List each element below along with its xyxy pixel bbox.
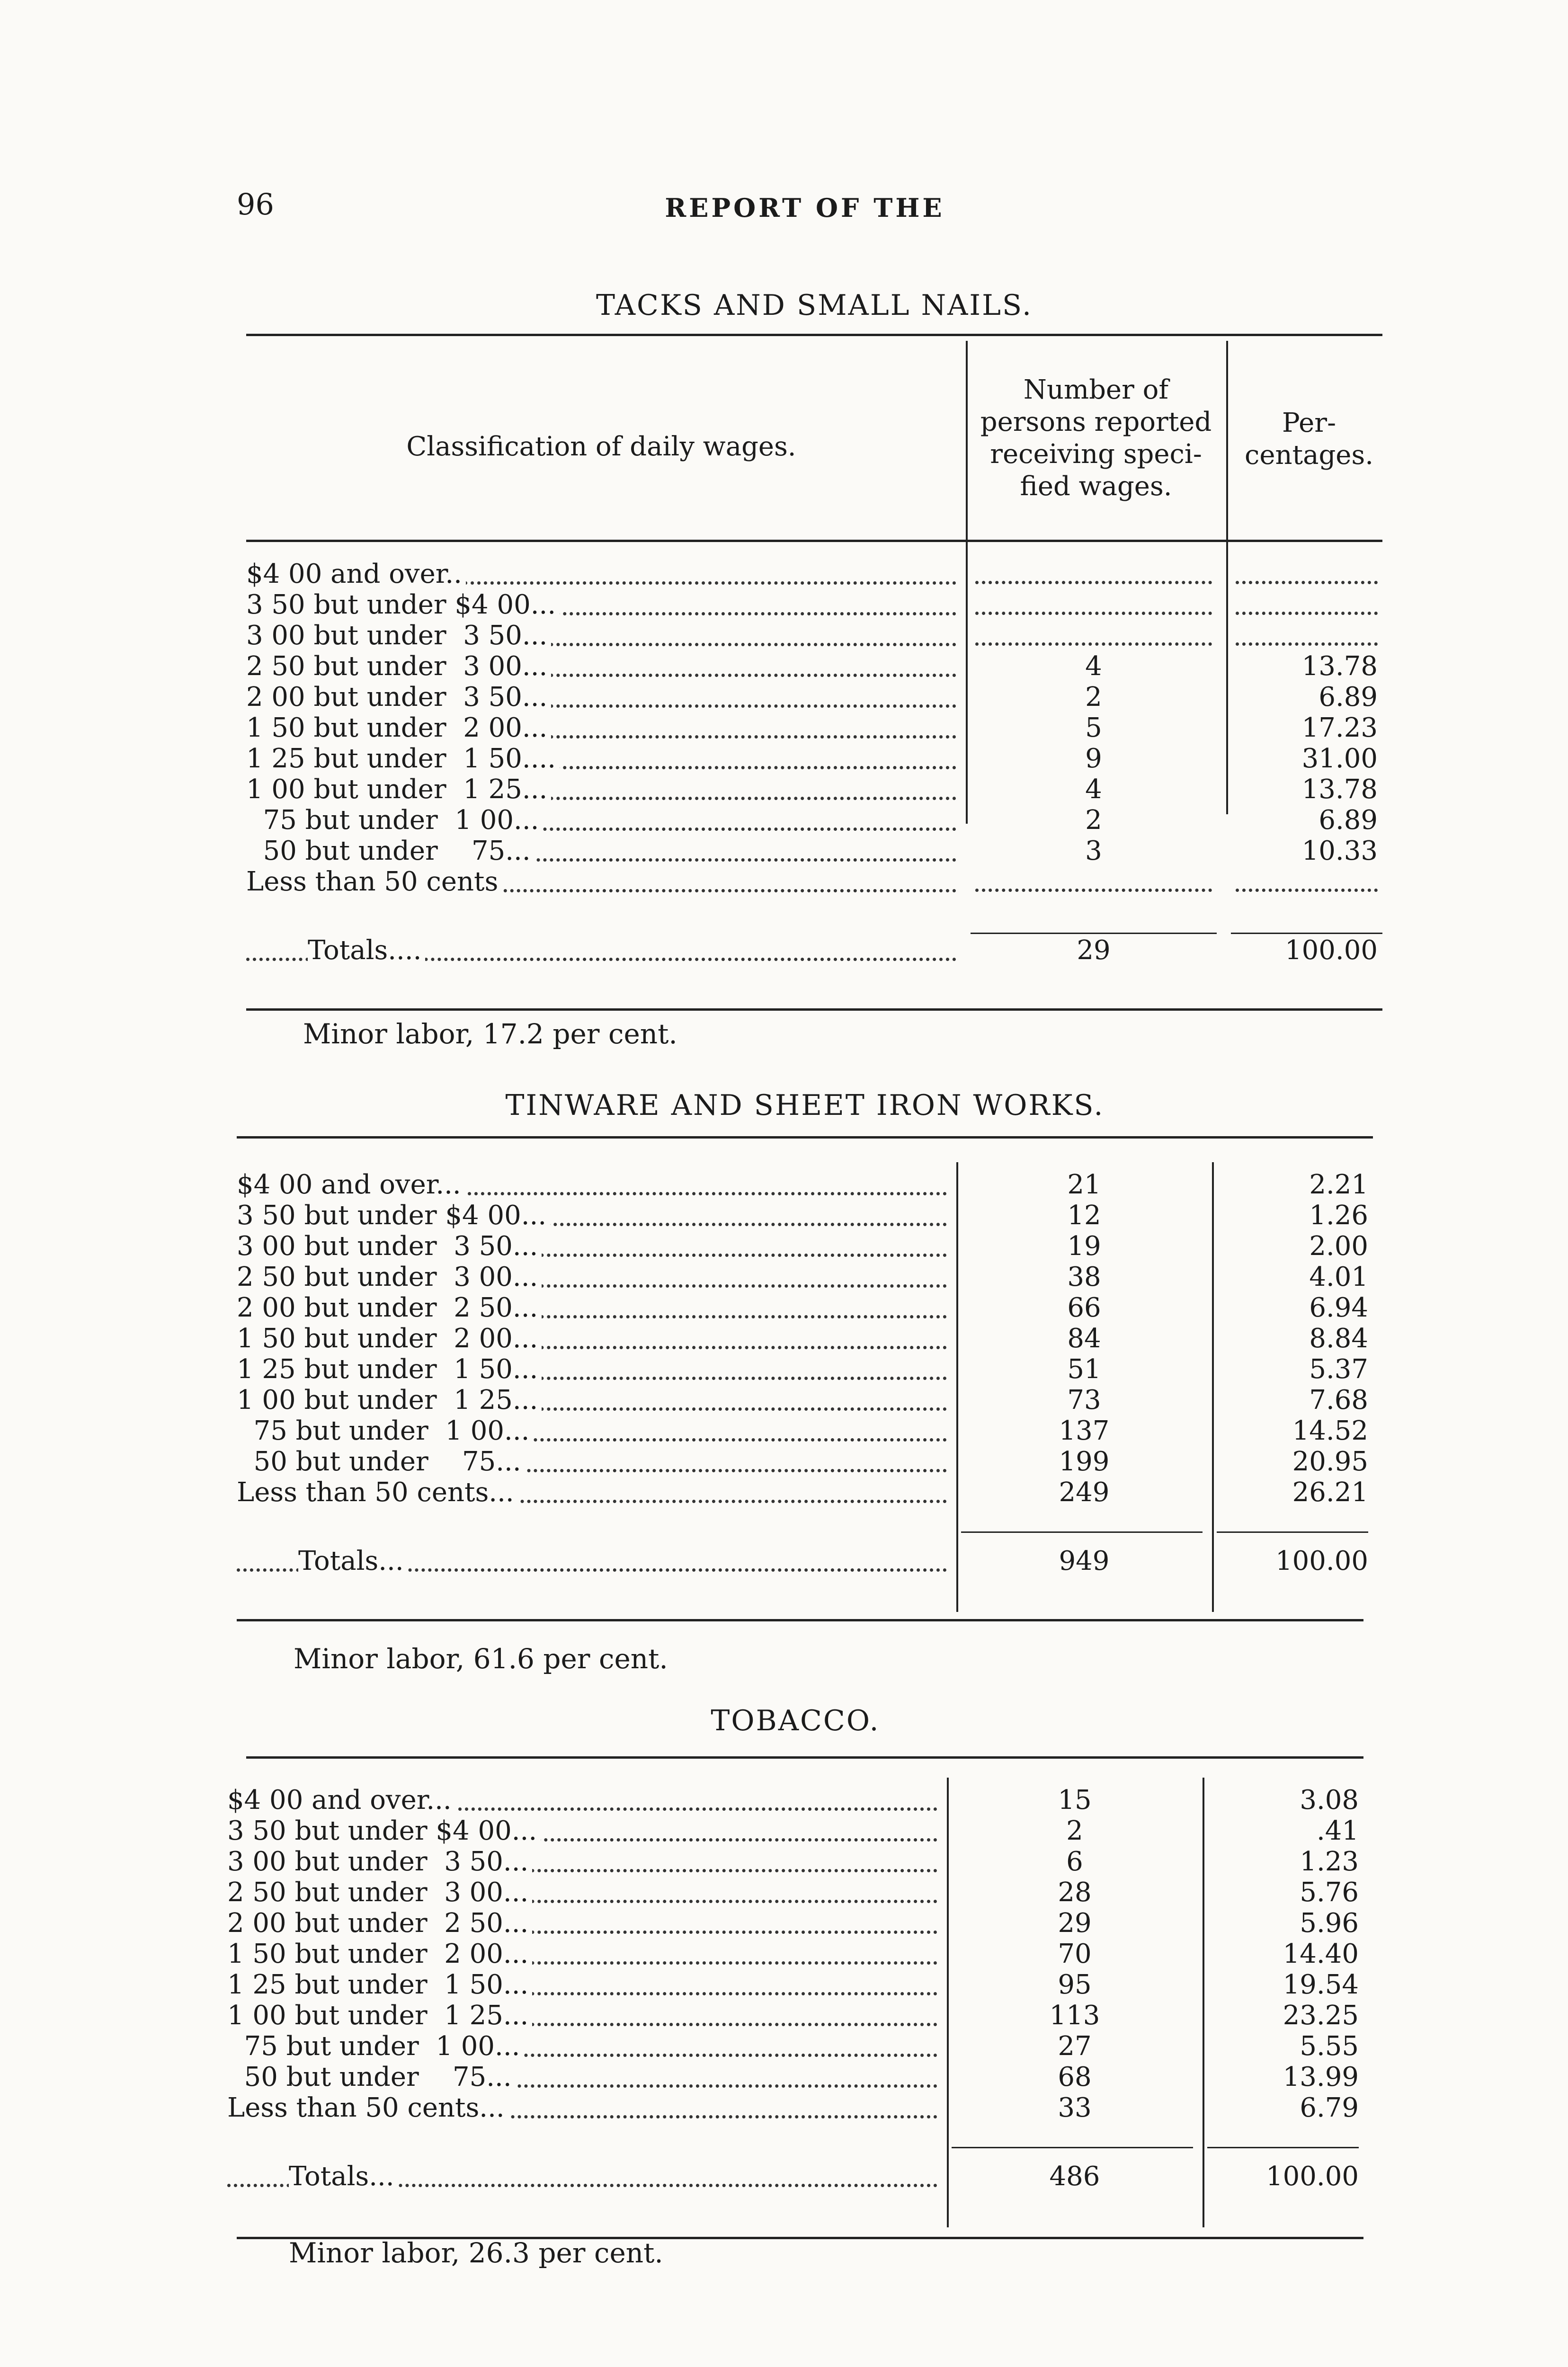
percentage: 8.84 [1309, 1323, 1368, 1354]
table-row [227, 1908, 1363, 1938]
persons-count: 4 [1085, 774, 1102, 805]
table-row [246, 651, 1382, 681]
wage-class-label [227, 1939, 937, 1969]
percentage: 14.40 [1283, 1939, 1359, 1969]
persons-count: 2 [1085, 805, 1102, 836]
persons-count: 73 [1067, 1385, 1101, 1415]
wage-class-label [227, 1908, 937, 1939]
label-text: 2 50 but under 3 00... [227, 1877, 532, 1908]
persons-count: 12 [1067, 1200, 1101, 1231]
wage-class-label [246, 620, 956, 651]
table-row [237, 1323, 1373, 1353]
table-row [237, 1354, 1373, 1384]
table-row [227, 2031, 1363, 2061]
wage-class-label [227, 2062, 937, 2092]
rule [952, 2147, 1193, 2148]
wage-class-label [227, 2031, 937, 2062]
label-text: Less than 50 cents... [237, 1477, 518, 1508]
label-text: 3 00 but under 3 50... [246, 620, 551, 651]
label-text: $4 00 and over... [237, 1169, 465, 1200]
header-percent: Per- centages. [1245, 408, 1373, 471]
table-row [227, 1785, 1363, 1815]
label-text: Less than 50 cents... [227, 2092, 508, 2123]
percentage: 14.52 [1292, 1415, 1368, 1446]
table-row [237, 1169, 1373, 1200]
table-row [237, 1385, 1373, 1415]
percentage: 10.33 [1301, 836, 1378, 866]
wage-class-label [227, 2000, 937, 2031]
percentage: 13.99 [1283, 2062, 1359, 2092]
label-text: 50 but under 75... [237, 1446, 525, 1477]
wage-class-label [246, 682, 956, 712]
persons-count: 29 [1077, 935, 1111, 966]
label-text: 75 but under 1 00... [237, 1415, 533, 1446]
wage-class-label [246, 805, 956, 836]
wage-class-label [237, 1415, 947, 1446]
wage-class-label [237, 1385, 947, 1415]
wage-class-label [246, 712, 956, 743]
label-text: 1 25 but under 1 50.... [246, 743, 560, 774]
label-text: 75 but under 1 00... [227, 2031, 524, 2062]
table-row [227, 2062, 1363, 2092]
persons-count: 249 [1059, 1477, 1110, 1508]
section-title: TOBACCO. [711, 1704, 880, 1737]
rule [237, 1619, 1363, 1621]
persons-count: 3 [1085, 836, 1102, 866]
wage-class-label [227, 2161, 937, 2192]
table-row [237, 1292, 1373, 1323]
percentage: 5.37 [1309, 1354, 1368, 1385]
wage-class-label [246, 866, 956, 897]
label-text: 1 50 but under 2 00... [246, 712, 551, 743]
percentage: 3.08 [1300, 1785, 1359, 1815]
empty-cell-dots [1236, 642, 1378, 646]
minor-labor-note: Minor labor, 26.3 per cent. [289, 2237, 663, 2269]
persons-count: 4 [1085, 651, 1102, 682]
percentage: 17.23 [1301, 712, 1378, 743]
persons-count: 70 [1058, 1939, 1092, 1969]
label-text: 50 but under 75... [227, 2062, 516, 2092]
wage-class-label [227, 1815, 937, 1846]
wage-class-label [227, 1969, 937, 2000]
percentage: 13.78 [1301, 651, 1378, 682]
table-row [246, 559, 1382, 589]
persons-count: 949 [1059, 1546, 1110, 1576]
header-persons: Number of persons reported receiving speci- fied wages. [980, 374, 1212, 502]
percentage: 5.76 [1300, 1877, 1359, 1908]
header-classification: Classification of daily wages. [406, 431, 796, 462]
persons-count: 199 [1059, 1446, 1110, 1477]
page-header [237, 187, 1373, 234]
label-text: 50 but under 75... [246, 836, 535, 866]
label-text: 1 50 but under 2 00... [237, 1323, 542, 1354]
percentage: 6.89 [1319, 805, 1378, 836]
page-number: 96 [237, 187, 274, 222]
table-tinware-and-sheet-iron-works [237, 1075, 1373, 1643]
percentage: 6.79 [1300, 2092, 1359, 2123]
persons-count: 5 [1085, 712, 1102, 743]
empty-cell-dots [1236, 581, 1378, 584]
table-row [237, 1477, 1373, 1507]
label-text: 3 50 but under $4 00... [237, 1200, 550, 1231]
label-text: 2 00 but under 3 50... [246, 682, 551, 712]
persons-count: 38 [1067, 1262, 1101, 1292]
wage-class-label [246, 559, 956, 589]
wage-class-label [246, 651, 956, 682]
wage-class-label [246, 774, 956, 805]
persons-count: 6 [1066, 1846, 1083, 1877]
percentage: 23.25 [1283, 2000, 1359, 2031]
wage-class-label [246, 935, 956, 966]
empty-cell-dots [975, 612, 1212, 615]
empty-cell-dots [975, 581, 1212, 584]
table-row [227, 1846, 1363, 1877]
persons-count: 9 [1085, 743, 1102, 774]
rule [1231, 933, 1382, 934]
persons-count: 51 [1067, 1354, 1101, 1385]
label-text: 2 50 but under 3 00... [246, 651, 551, 682]
wage-class-label [237, 1446, 947, 1477]
rule [961, 1531, 1203, 1533]
persons-count: 137 [1059, 1415, 1110, 1446]
percentage: 13.78 [1301, 774, 1378, 805]
label-text: Totals... [289, 2161, 398, 2192]
table-row [237, 1415, 1373, 1446]
table-row [237, 1262, 1373, 1292]
table-row [246, 682, 1382, 712]
percentage: 19.54 [1283, 1969, 1359, 2000]
table-row [246, 620, 1382, 650]
empty-cell-dots [1236, 612, 1378, 615]
minor-labor-note: Minor labor, 17.2 per cent. [303, 1018, 677, 1050]
persons-count: 15 [1058, 1785, 1092, 1815]
label-text: 1 00 but under 1 25... [227, 2000, 532, 2031]
persons-count: 113 [1049, 2000, 1100, 2031]
table-tobacco [227, 1695, 1363, 2263]
percentage: 20.95 [1292, 1446, 1368, 1477]
wage-class-label [237, 1546, 947, 1576]
persons-count: 19 [1067, 1231, 1101, 1262]
wage-class-label [237, 1323, 947, 1354]
table-row [246, 774, 1382, 804]
percentage: 31.00 [1301, 743, 1378, 774]
label-text: 1 25 but under 1 50... [237, 1354, 542, 1385]
persons-count: 33 [1058, 2092, 1092, 2123]
percentage: 5.96 [1300, 1908, 1359, 1939]
persons-count: 84 [1067, 1323, 1101, 1354]
rule [246, 334, 1382, 336]
label-text: Less than 50 cents [246, 866, 502, 897]
table-row [237, 1446, 1373, 1477]
table-row [227, 2092, 1363, 2123]
percentage: 4.01 [1309, 1262, 1368, 1292]
percentage: 5.55 [1300, 2031, 1359, 2062]
persons-count: 2 [1066, 1815, 1083, 1846]
rule [237, 1136, 1373, 1139]
percentage: 2.21 [1309, 1169, 1368, 1200]
section-title: TACKS AND SMALL NAILS. [596, 289, 1033, 322]
table-row [237, 1200, 1373, 1230]
section-title: TINWARE AND SHEET IRON WORKS. [505, 1089, 1105, 1122]
persons-count: 27 [1058, 2031, 1092, 2062]
totals-row [227, 2161, 1363, 2191]
label-text: $4 00 and over... [227, 1785, 455, 1815]
label-text: 1 00 but under 1 25... [237, 1385, 542, 1415]
persons-count: 95 [1058, 1969, 1092, 2000]
wage-class-label [237, 1292, 947, 1323]
percentage: 100.00 [1285, 935, 1378, 966]
running-head: REPORT OF THE [665, 193, 945, 223]
rule [246, 1008, 1382, 1011]
wage-class-label [237, 1477, 947, 1508]
label-text: 3 50 but under $4 00... [227, 1815, 541, 1846]
table-row [227, 1815, 1363, 1846]
wage-class-label [237, 1231, 947, 1262]
wage-class-label [227, 1785, 937, 1815]
persons-count: 2 [1085, 682, 1102, 712]
empty-cell-dots [975, 642, 1212, 646]
wage-class-label [237, 1169, 947, 1200]
percentage: 2.00 [1309, 1231, 1368, 1262]
label-text: 3 00 but under 3 50... [237, 1231, 542, 1262]
wage-class-label [237, 1354, 947, 1385]
persons-count: 66 [1067, 1292, 1101, 1323]
label-text: 3 50 but under $4 00... [246, 589, 560, 620]
wage-class-label [227, 1846, 937, 1877]
rule [246, 540, 1382, 542]
minor-labor-note: Minor labor, 61.6 per cent. [294, 1643, 668, 1675]
percentage: 6.94 [1309, 1292, 1368, 1323]
label-text: $4 00 and over.. [246, 559, 466, 589]
percentage: 100.00 [1266, 2161, 1359, 2192]
totals-row [246, 935, 1382, 965]
persons-count: 21 [1067, 1169, 1101, 1200]
wage-class-label [227, 1877, 937, 1908]
label-text: Totals... [298, 1546, 408, 1576]
table-row [246, 743, 1382, 774]
empty-cell-dots [975, 889, 1212, 892]
label-text: 2 00 but under 2 50... [227, 1908, 532, 1939]
table-row [246, 589, 1382, 620]
label-text: 2 00 but under 2 50... [237, 1292, 542, 1323]
label-text: 1 00 but under 1 25... [246, 774, 551, 805]
percentage: 1.26 [1309, 1200, 1368, 1231]
percentage: 100.00 [1275, 1546, 1368, 1576]
label-text: Totals.... [308, 935, 425, 966]
wage-class-label [227, 2092, 937, 2123]
table-row [246, 712, 1382, 743]
persons-count: 68 [1058, 2062, 1092, 2092]
rule [1217, 1531, 1368, 1533]
percentage: 7.68 [1309, 1385, 1368, 1415]
empty-cell-dots [1236, 889, 1378, 892]
table-row [227, 1939, 1363, 1969]
table-row [227, 2000, 1363, 2030]
persons-count: 29 [1058, 1908, 1092, 1939]
table-row [227, 1877, 1363, 1907]
percentage: .41 [1316, 1815, 1359, 1846]
table-row [246, 836, 1382, 866]
wage-class-label [246, 836, 956, 866]
totals-row [237, 1546, 1373, 1576]
wage-class-label [237, 1200, 947, 1231]
wage-class-label [237, 1262, 947, 1292]
percentage: 26.21 [1292, 1477, 1368, 1508]
table-row [237, 1231, 1373, 1261]
rule [971, 933, 1217, 934]
persons-count: 486 [1049, 2161, 1100, 2192]
table-row [246, 866, 1382, 897]
table-row [227, 1969, 1363, 2000]
label-text: 75 but under 1 00... [246, 805, 543, 836]
table-row [246, 805, 1382, 835]
rule [246, 1756, 1363, 1759]
persons-count: 28 [1058, 1877, 1092, 1908]
wage-class-label [246, 589, 956, 620]
percentage: 1.23 [1300, 1846, 1359, 1877]
label-text: 1 50 but under 2 00... [227, 1939, 532, 1969]
label-text: 2 50 but under 3 00... [237, 1262, 542, 1292]
percentage: 6.89 [1319, 682, 1378, 712]
label-text: 3 00 but under 3 50... [227, 1846, 532, 1877]
label-text: 1 25 but under 1 50... [227, 1969, 532, 2000]
table-tacks-and-small-nails [246, 284, 1382, 1060]
rule [1207, 2147, 1359, 2148]
wage-class-label [246, 743, 956, 774]
